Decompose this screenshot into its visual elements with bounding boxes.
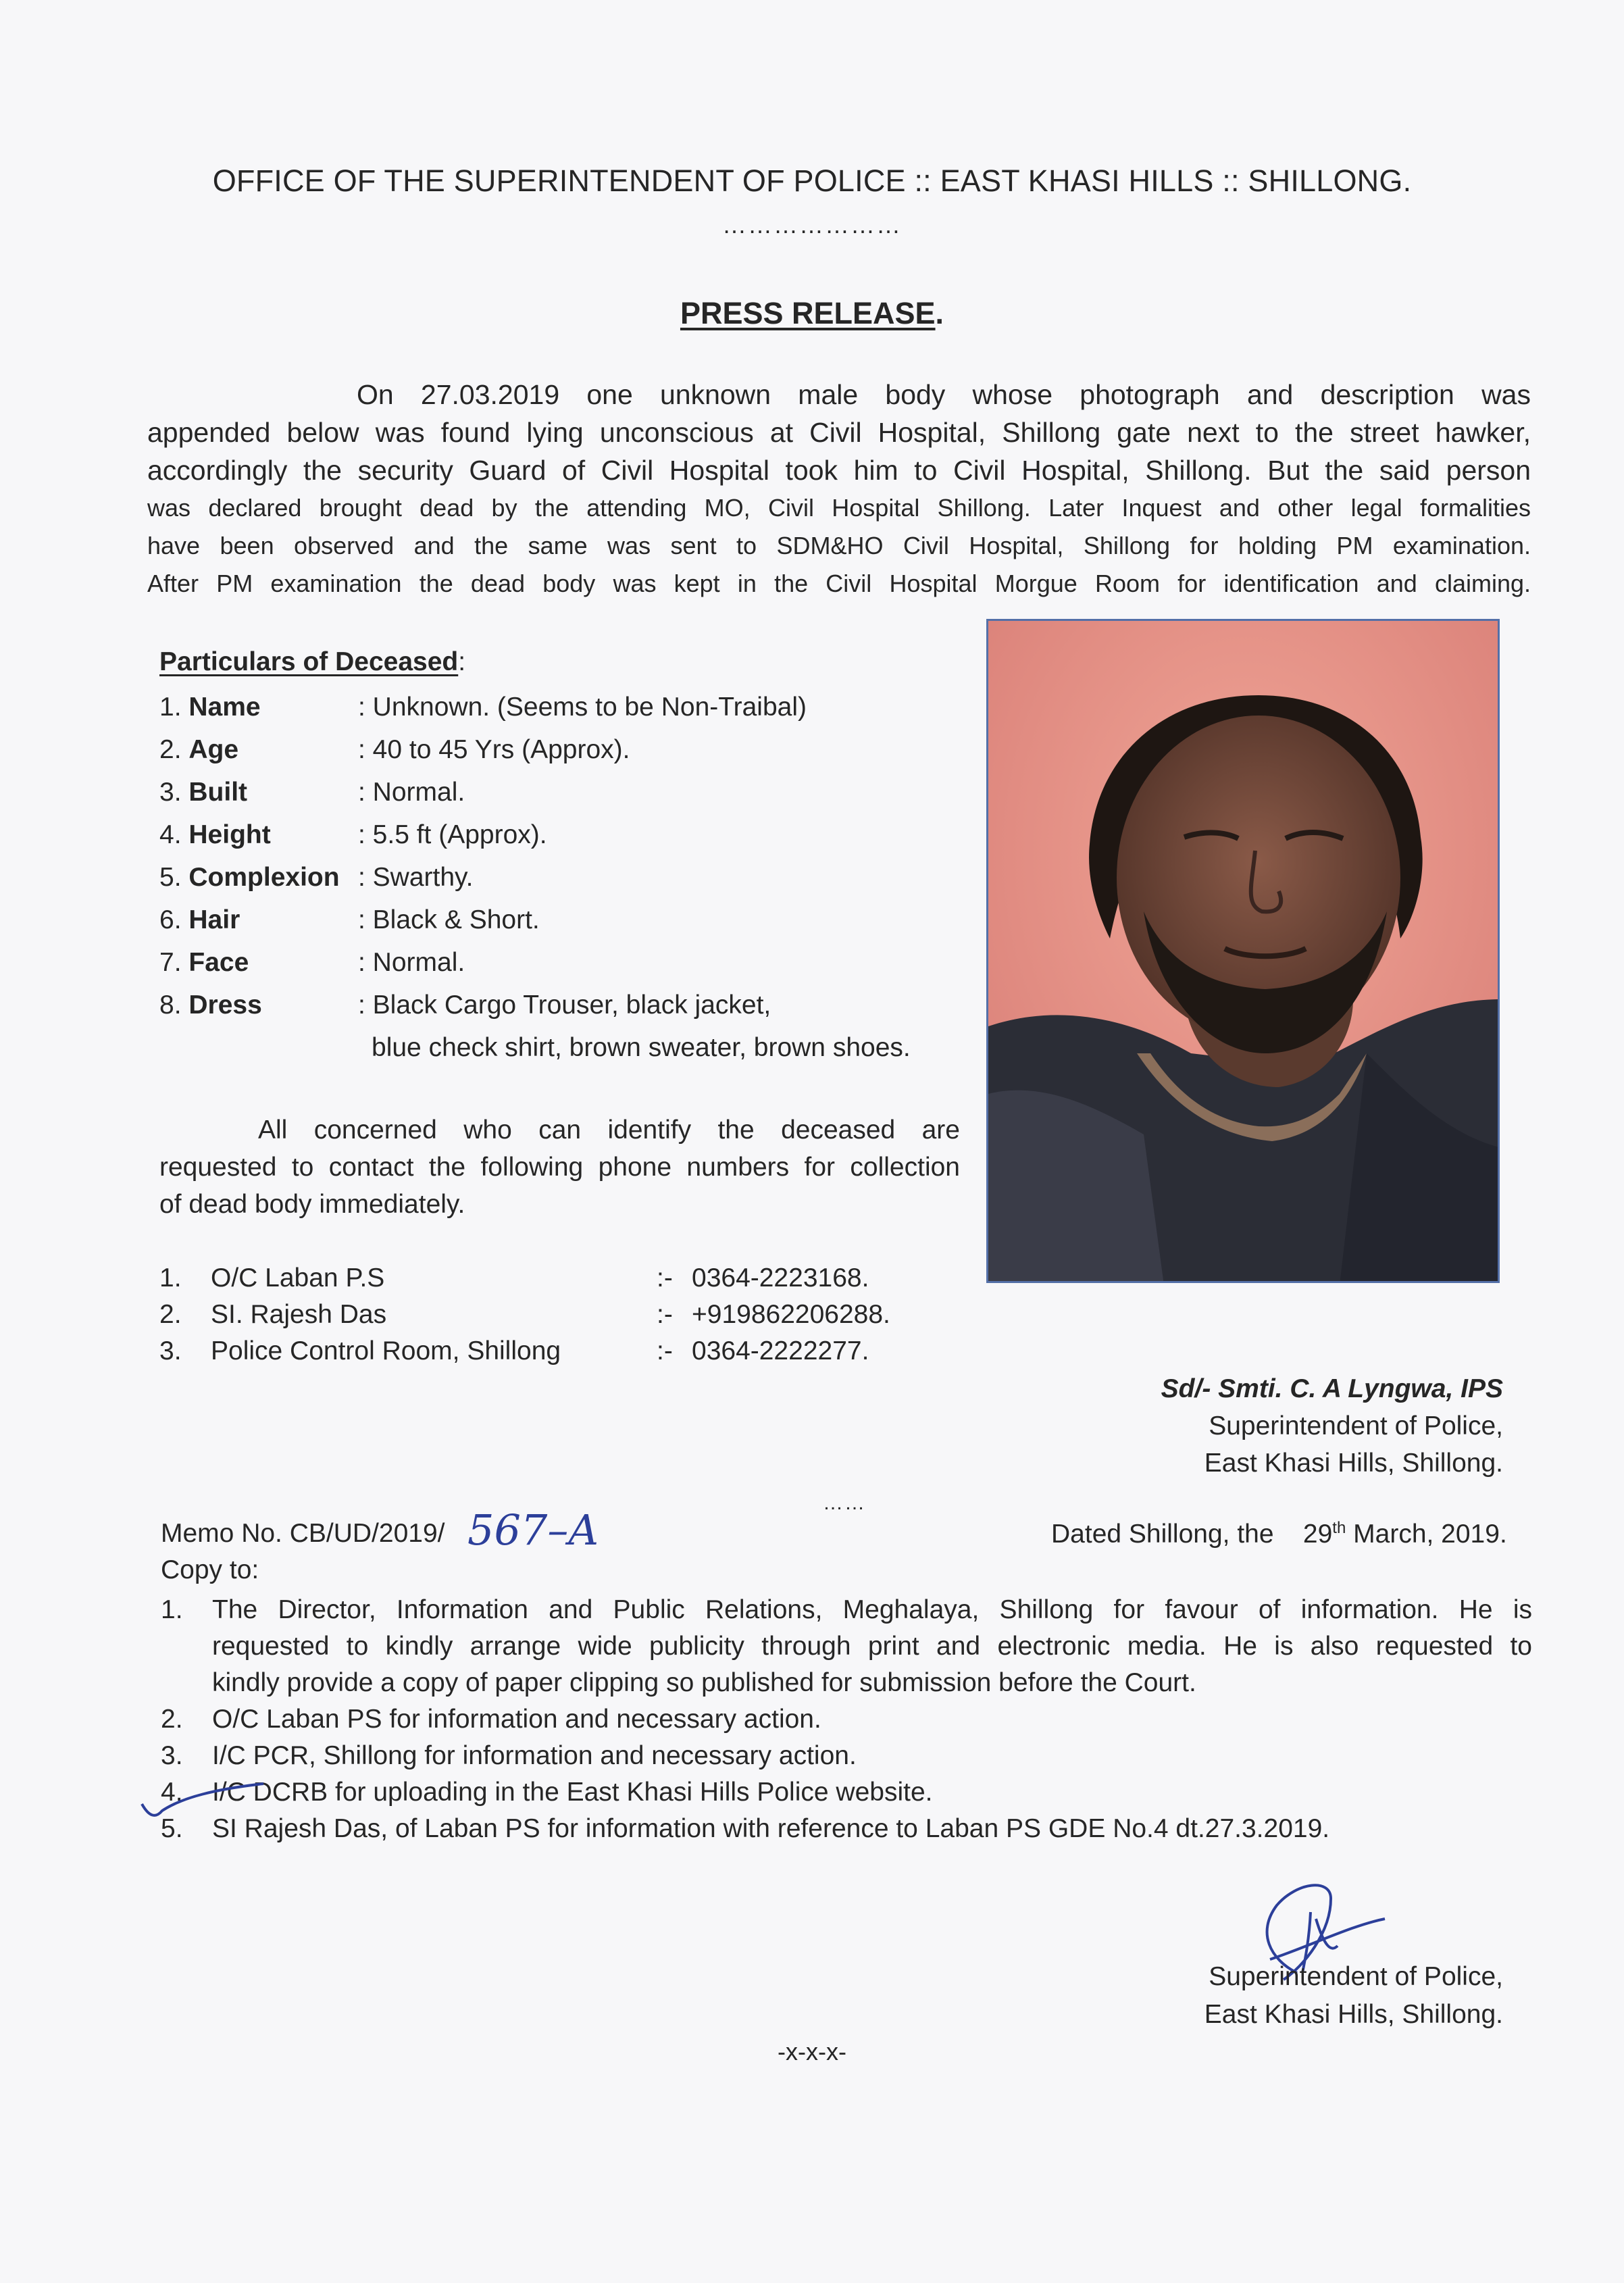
memo-date	[1051, 1519, 1507, 1549]
particular-row-hair	[159, 905, 540, 935]
closing-location: East Khasi Hills, Shillong.	[1204, 2000, 1503, 2029]
particular-row-height	[159, 820, 547, 850]
end-mark: -x-x-x-	[778, 2038, 846, 2065]
particular-num: 3.	[159, 778, 182, 807]
signatory-name: Sd/- Smti. C. A Lyngwa, IPS	[1161, 1374, 1503, 1403]
copy-item-2	[161, 1701, 1532, 1738]
contact-name: Police Control Room, Shillong	[211, 1336, 561, 1365]
intro-line: After PM examination the dead body was kept in the Civil Hospital Morgue Room for identification and claiming.	[147, 570, 1531, 597]
intro-line: was declared brought dead by the attending MO, Civil Hospital Shillong. Later Inquest and other legal formalities	[147, 494, 1531, 522]
copy-item-num: 1.	[161, 1595, 183, 1624]
copy-item-5	[161, 1811, 1532, 1847]
press-release-title	[0, 296, 1624, 331]
copy-item-num: 4.	[161, 1778, 183, 1807]
contact-name: SI. Rajesh Das	[211, 1300, 387, 1329]
closing-signature-block	[1108, 1958, 1503, 2034]
copy-item-num: 5.	[161, 1814, 183, 1843]
particular-value: : 5.5 ft (Approx).	[358, 820, 547, 849]
particulars-heading-text: Particulars of Deceased	[159, 647, 459, 676]
contact-num: 3.	[159, 1336, 182, 1365]
particular-label: Name	[188, 693, 261, 722]
particular-row-name	[159, 693, 807, 722]
particulars-heading-colon: :	[458, 647, 466, 676]
contact-phone: 0364-2223168.	[692, 1263, 869, 1293]
intro-line: appended below was found lying unconscious at Civil Hospital, Shillong gate next to the street hawker,	[147, 417, 1531, 448]
intro-paragraph	[147, 376, 1531, 603]
copy-item-line: SI Rajesh Das, of Laban PS for information with reference to Laban PS GDE No.4 dt.27.3.2019.	[212, 1814, 1330, 1843]
particular-value: : Normal.	[358, 948, 465, 977]
copy-item-1	[161, 1592, 1532, 1701]
particular-num: 4.	[159, 820, 182, 849]
contact-phone: +919862206288.	[692, 1300, 890, 1329]
particular-label: Hair	[188, 905, 240, 934]
intro-line: have been observed and the same was sent to SDM&HO Civil Hospital, Shillong for holding PM examination.	[147, 532, 1531, 559]
closing-designation: Superintendent of Police,	[1209, 1962, 1503, 1991]
particular-label: Complexion	[188, 863, 340, 892]
copy-item-line: I/C PCR, Shillong for information and necessary action.	[212, 1741, 857, 1770]
contact-num: 1.	[159, 1263, 182, 1293]
date-day-suffix: th	[1332, 1519, 1346, 1537]
particulars-heading	[159, 647, 465, 677]
copy-item-num: 3.	[161, 1741, 183, 1770]
particular-value: : Black Cargo Trouser, black jacket,	[358, 990, 771, 1020]
contact-num: 2.	[159, 1300, 182, 1329]
signatory-designation: Superintendent of Police,	[1209, 1411, 1503, 1440]
appeal-paragraph	[159, 1111, 960, 1223]
particular-row-built	[159, 778, 465, 807]
particular-label: Age	[188, 735, 239, 764]
handwritten-tick-mark	[135, 1777, 270, 1831]
date-month-year: March, 2019.	[1353, 1520, 1507, 1549]
particular-num: 8.	[159, 990, 182, 1020]
copy-item-line: I/C DCRB for uploading in the East Khasi Hills Police website.	[212, 1778, 933, 1807]
particular-label: Height	[188, 820, 271, 849]
appeal-line: requested to contact the following phone numbers for collection	[159, 1153, 960, 1182]
copy-item-num: 2.	[161, 1705, 183, 1734]
particular-num: 1.	[159, 693, 182, 722]
contact-phone: 0364-2222277.	[692, 1336, 869, 1365]
particular-value: : Unknown. (Seems to be Non-Traibal)	[358, 693, 807, 722]
contact-separator: :-	[657, 1300, 673, 1329]
particular-num: 7.	[159, 948, 182, 977]
appeal-line: All concerned who can identify the deceased are	[258, 1115, 960, 1145]
particular-label: Dress	[188, 990, 262, 1020]
office-heading: OFFICE OF THE SUPERINTENDENT OF POLICE :: EAST KHASI HILLS :: SHILLONG.	[212, 164, 1412, 198]
particular-value: : Normal.	[358, 778, 465, 807]
particular-label: Face	[188, 948, 249, 977]
header-separator: …………………	[722, 211, 902, 239]
particular-label: Built	[188, 778, 248, 807]
contact-separator: :-	[657, 1263, 673, 1293]
particular-row-dress	[159, 990, 771, 1020]
contact-separator: :-	[657, 1336, 673, 1365]
particular-value: : Swarthy.	[358, 863, 474, 892]
particular-num: 2.	[159, 735, 182, 764]
copy-item-line: requested to kindly arrange wide publicity through print and electronic media. He is also requested to	[212, 1632, 1532, 1661]
particular-row-face	[159, 948, 465, 978]
title-period: .	[935, 296, 944, 330]
press-release-title-text: PRESS RELEASE	[680, 296, 936, 330]
copy-item-line: O/C Laban PS for information and necessary action.	[212, 1705, 821, 1734]
copy-item-line: kindly provide a copy of paper clipping so published for submission before the Court.	[212, 1668, 1196, 1697]
appeal-line: of dead body immediately.	[159, 1190, 465, 1219]
memo-number: Memo No. CB/UD/2019/	[161, 1519, 445, 1548]
deceased-photo	[986, 619, 1500, 1283]
dress-continuation: blue check shirt, brown sweater, brown shoes.	[372, 1033, 911, 1062]
copy-item-4	[161, 1774, 1532, 1811]
copy-item-3	[161, 1738, 1532, 1774]
signatory-location: East Khasi Hills, Shillong.	[1204, 1449, 1503, 1478]
copy-item-line: The Director, Information and Public Relations, Meghalaya, Shillong for favour of information. He is	[212, 1595, 1532, 1624]
deceased-photo-illustration	[988, 621, 1500, 1283]
date-prefix: Dated Shillong, the	[1051, 1520, 1274, 1549]
date-day: 29	[1302, 1520, 1333, 1549]
particular-num: 5.	[159, 863, 182, 892]
particular-value: : Black & Short.	[358, 905, 540, 934]
particular-row-age	[159, 735, 630, 765]
particular-value: : 40 to 45 Yrs (Approx).	[358, 735, 630, 764]
particular-num: 6.	[159, 905, 182, 934]
intro-line: On 27.03.2019 one unknown male body whose photograph and description was	[357, 379, 1531, 410]
memo-handwritten-number: 567–A	[467, 1505, 599, 1555]
particular-row-complexion	[159, 863, 474, 893]
intro-line: accordingly the security Guard of Civil Hospital took him to Civil Hospital, Shillong. But the said person	[147, 455, 1531, 486]
signature-block	[1108, 1370, 1503, 1482]
memo-separator: ……	[823, 1492, 866, 1514]
copy-to-label: Copy to:	[161, 1555, 259, 1584]
contact-name: O/C Laban P.S	[211, 1263, 385, 1293]
